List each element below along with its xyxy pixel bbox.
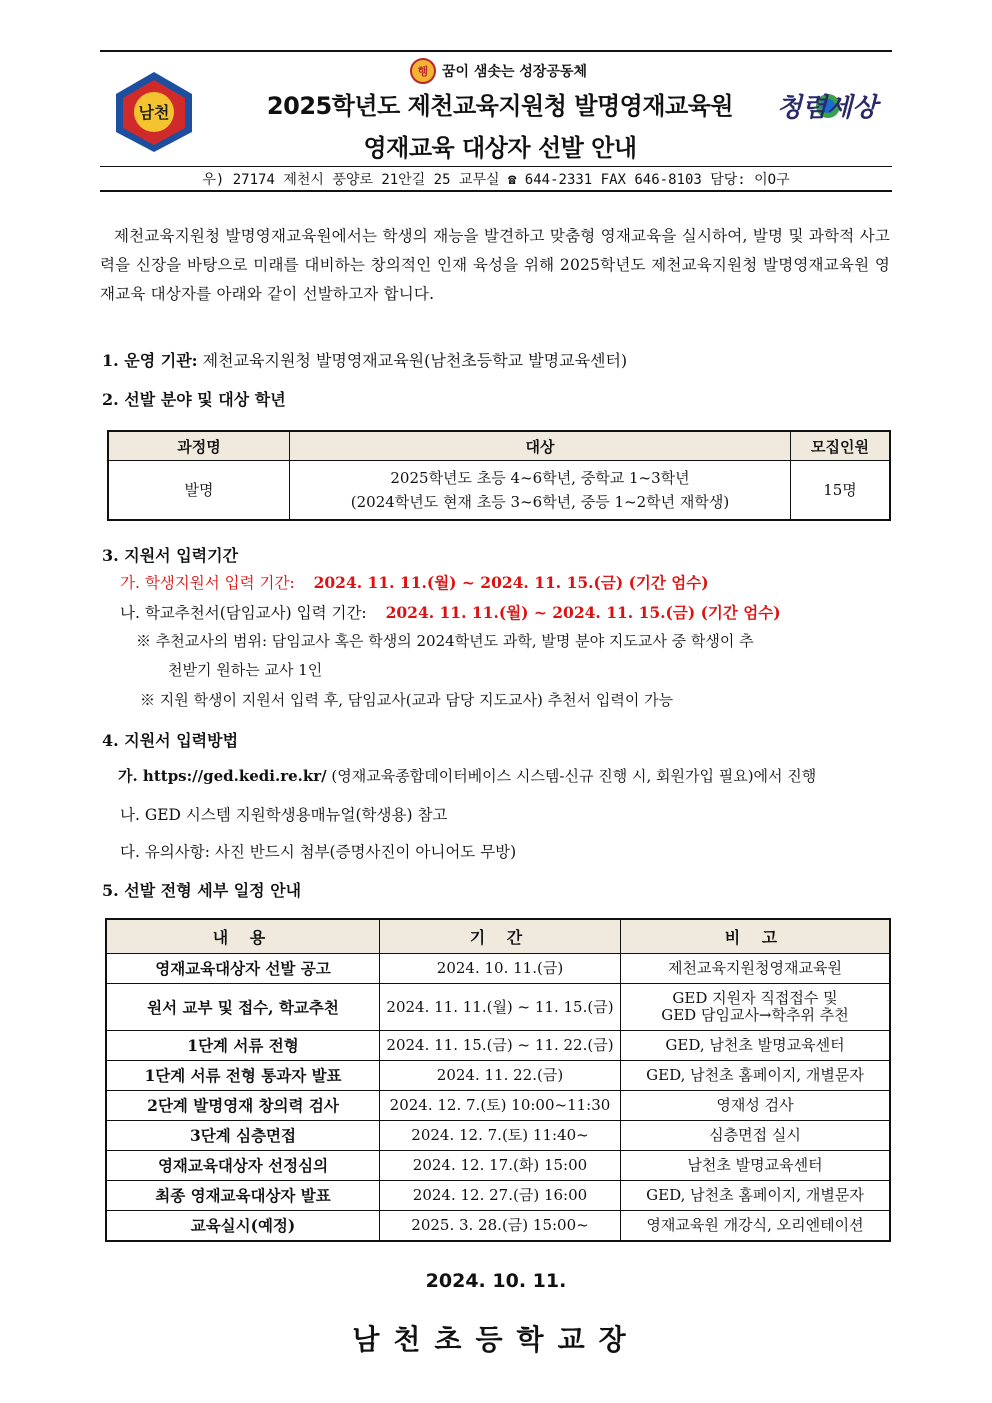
note-input-order: ※ 지원 학생이 지원서 입력 후, 담임교사(교과 담당 지도교사) 추천서 입력이 가능 [140, 691, 674, 709]
schedule-note-line: GED 담임교사→학추위 추천 [661, 1006, 849, 1024]
note-recommender-line-2: 천받기 원하는 교사 1인 [168, 661, 323, 679]
schedule-note: GED, 남천초 홈페이지, 개별문자 [621, 1181, 891, 1211]
header-bottom-rule [100, 190, 892, 192]
schedule-period: 2024. 11. 22.(금) [380, 1061, 621, 1091]
section-1-text: 제천교육지원청 발명영재교육원(남천초등학교 발명교육센터) [197, 351, 628, 370]
table-row [106, 1151, 890, 1181]
schedule-period: 2024. 10. 11.(금) [380, 954, 621, 984]
course-cell: 발명 [108, 461, 290, 521]
method-manual: 나. GED 시스템 지원학생용매뉴얼(학생용) 참고 [120, 806, 448, 824]
column-header: 모집인원 [791, 431, 891, 461]
schedule-note: 제천교육지원청영재교육원 [621, 954, 891, 984]
column-header: 기 간 [380, 919, 621, 954]
schedule-period: 2024. 12. 17.(화) 15:00 [380, 1151, 621, 1181]
integrity-logo-text: 청렴세상 [776, 93, 878, 123]
section-2-heading: 2. 선발 분야 및 대상 학년 [102, 390, 286, 409]
schedule-note: GED, 남천초 홈페이지, 개별문자 [621, 1061, 891, 1091]
school-emblem-icon [112, 70, 196, 154]
schedule-content: 최종 영재교육대상자 발표 [106, 1181, 380, 1211]
slogan-text: 꿈이 샘솟는 성장공동체 [442, 64, 587, 80]
integrity-logo-icon [770, 78, 885, 134]
section-3-heading: 3. 지원서 입력기간 [102, 546, 239, 565]
recommendation-period-date: 2024. 11. 11.(월) ~ 2024. 11. 15.(금) (기간 엄수) [385, 603, 781, 622]
target-cell [290, 461, 791, 521]
target-line-2: (2024학년도 현재 초등 3~6학년, 중등 1~2학년 재학생) [350, 493, 730, 511]
principal-signature: 남천초등학교장 [352, 1323, 640, 1356]
recommendation-period [120, 601, 781, 623]
column-header: 비 고 [621, 919, 891, 954]
student-period-label: 가. 학생지원서 입력 기간: [120, 574, 295, 592]
document-subtitle: 영재교육 대상자 선발 안내 [363, 134, 637, 162]
contact-line: 우) 27174 제천시 풍양로 21안길 25 교무실 ☎ 644-2331 FAX 646-8103 담당: 이O구 [202, 172, 790, 188]
schedule-note: 심층면접 실시 [621, 1121, 891, 1151]
note-recommender-line-1: ※ 추천교사의 범위: 담임교사 혹은 학생의 2024학년도 과학, 발명 분야 지도교사 중 학생이 추 [136, 632, 754, 650]
schedule-note: 영재교육원 개강식, 오리엔테이션 [621, 1211, 891, 1242]
column-header: 과정명 [108, 431, 290, 461]
schedule-content: 교육실시(예정) [106, 1211, 380, 1242]
table-header-row [106, 919, 890, 954]
column-header: 대상 [290, 431, 791, 461]
table-header-row [108, 431, 890, 461]
slogan-badge-icon: 행 [410, 58, 436, 84]
header-middle-rule [100, 166, 892, 167]
schedule-period: 2025. 3. 28.(금) 15:00~ [380, 1211, 621, 1242]
schedule-note [621, 984, 891, 1031]
method-online [118, 765, 816, 786]
section-5-heading: 5. 선발 전형 세부 일정 안내 [102, 881, 302, 900]
method-online-text: (영재교육종합데이터베이스 시스템-신규 진행 시, 회원가입 필요)에서 진행 [326, 767, 817, 785]
table-row [106, 1061, 890, 1091]
schedule-content: 영재교육대상자 선발 공고 [106, 954, 380, 984]
header-top-rule [100, 50, 892, 52]
schedule-period: 2024. 11. 15.(금) ~ 11. 22.(금) [380, 1031, 621, 1061]
table-row [106, 984, 890, 1031]
recommendation-period-label: 나. 학교추천서(담임교사) 입력 기간: [120, 604, 367, 622]
recruitment-table [107, 430, 891, 521]
target-line-1: 2025학년도 초등 4~6학년, 중학교 1~3학년 [390, 469, 690, 487]
schedule-content: 2단계 발명영재 창의력 검사 [106, 1091, 380, 1121]
table-row [106, 954, 890, 984]
section-1 [102, 348, 627, 371]
schedule-content: 3단계 심층면접 [106, 1121, 380, 1151]
schedule-period: 2024. 12. 7.(토) 11:40~ [380, 1121, 621, 1151]
issue-date: 2024. 10. 11. [425, 1270, 567, 1292]
schedule-note-line: GED 지원자 직접접수 및 [672, 989, 838, 1007]
schedule-period: 2024. 12. 7.(토) 10:00~11:30 [380, 1091, 621, 1121]
section-4-heading: 4. 지원서 입력방법 [102, 731, 239, 750]
student-application-period [120, 571, 709, 593]
schedule-content: 1단계 서류 전형 [106, 1031, 380, 1061]
table-row [106, 1121, 890, 1151]
schedule-content: 영재교육대상자 선정심의 [106, 1151, 380, 1181]
schedule-note: 남천초 발명교육센터 [621, 1151, 891, 1181]
table-row [106, 1181, 890, 1211]
schedule-note: GED, 남천초 발명교육센터 [621, 1031, 891, 1061]
schedule-period: 2024. 11. 11.(월) ~ 11. 15.(금) [380, 984, 621, 1031]
schedule-period: 2024. 12. 27.(금) 16:00 [380, 1181, 621, 1211]
count-cell: 15명 [791, 461, 891, 521]
method-caution: 다. 유의사항: 사진 반드시 첨부(증명사진이 아니어도 무방) [120, 843, 517, 861]
column-header: 내 용 [106, 919, 380, 954]
ged-link[interactable]: 가. https://ged.kedi.re.kr/ [118, 767, 327, 785]
section-1-heading: 1. 운영 기관: [102, 351, 198, 370]
document-title: 2025학년도 제천교육지원청 발명영재교육원 [266, 92, 734, 120]
slogan [410, 58, 587, 84]
schedule-content: 원서 교부 및 접수, 학교추천 [106, 984, 380, 1031]
schedule-note: 영재성 검사 [621, 1091, 891, 1121]
student-period-date: 2024. 11. 11.(월) ~ 2024. 11. 15.(금) (기간 엄수) [313, 573, 709, 592]
schedule-content: 1단계 서류 전형 통과자 발표 [106, 1061, 380, 1091]
table-row [106, 1211, 890, 1242]
table-row [108, 461, 890, 521]
intro-paragraph: 제천교육지원청 발명영재교육원에서는 학생의 재능을 발견하고 맞춤형 영재교육을 실시하여, 발명 및 과학적 사고력을 신장을 바탕으로 미래를 대비하는 창의적인 인재 육성을 위해 2025학년도 제천교육지원청 발명영재교육원 영재교육 대상자를 아래와 같이 선발하고자 합니다. [100, 227, 890, 303]
table-row [106, 1091, 890, 1121]
school-emblem-text: 남천 [138, 103, 170, 122]
table-row [106, 1031, 890, 1061]
schedule-table [105, 918, 891, 1242]
